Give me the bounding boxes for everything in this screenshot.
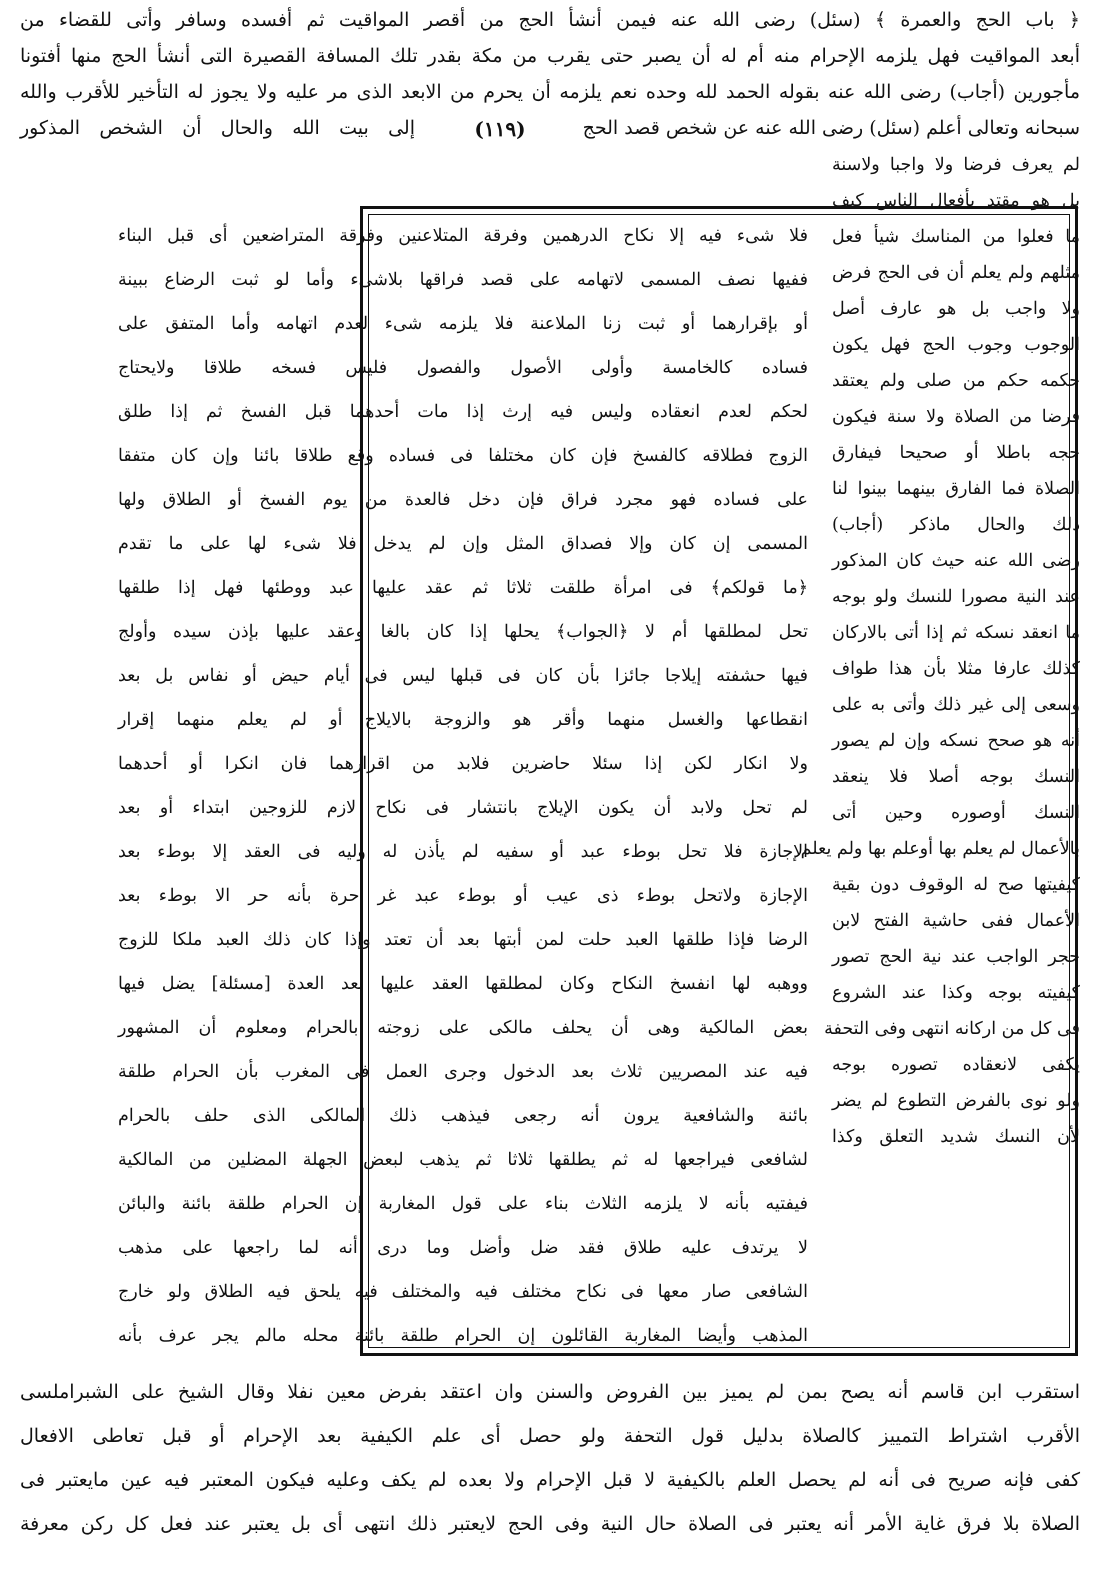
bottom-text-line: الأقرب اشتراط التمييز كالصلاة بدليل قول التحفة ولو حصل أى علم الكيفية بعد الإحرام أو قبل تعاطى الافعال <box>20 1425 1080 1447</box>
box-text-line: ووهبه لها انفسخ النكاح وكان لمطلقها العقد عليها بعد العدة [مسئلة] يضل فيها <box>118 974 808 994</box>
box-text-line: الرضا فإذا طلقها العبد حلت لمن أبتها بعد أن تعتد وإذا كان ذلك العبد ملكا للزوج <box>118 930 808 950</box>
bottom-text-line: كفى فإنه صريح فى أنه لم يحصل العلم بالكيفية لا قبل الإحرام ولا بعده لم يكف وعليه فيكون المعتبر فيه عين مايعتبر فى <box>20 1469 1080 1491</box>
side-text-line: بالأعمال لم يعلم بها أوعلم بها ولم يعلم <box>800 839 1080 859</box>
side-text-line: رضى الله عنه حيث كان المذكور <box>832 551 1080 571</box>
top-text-line: أبعد المواقيت فهل يلزمه الإحرام منه أم له أن يصبر حتى يقرب من مكة بقدر تلك المسافة القصيرة التى أنشأ الحج منها أفتونا <box>20 45 1080 67</box>
box-text-line: المذهب وأيضا المغاربة القائلون إن الحرام طلقة بائنة محله مالم يجر عرف بأنه <box>118 1326 808 1346</box>
side-text-line: كيفيتها صح له الوقوف دون بقية <box>832 875 1080 895</box>
box-text-line: الشافعى صار معها فى نكاح مختلف فيه والمختلف فيه يلحق فيه الطلاق ولو خارج <box>118 1282 808 1302</box>
side-text-line: كذلك عارفا مثلا بأن هذا طواف <box>832 659 1080 679</box>
side-text-line: الوجوب وجوب الحج فهل يكون <box>832 335 1080 355</box>
bottom-text-line: استقرب ابن قاسم أنه يصح بمن لم يميز بين الفروض والسنن وان اعتقد بفرض معين نفلا وقال الشيخ على الشبراملسى <box>20 1381 1080 1403</box>
box-text-line: فيفتيه بأنه لا يلزمه الثلاث بناء على قول المغاربة إن الحرام طلقة بائنة والبائن <box>118 1194 808 1214</box>
side-text-line: لم يعرف فرضا ولا واجبا ولاسنة <box>832 155 1080 175</box>
side-text-line: أنه هو صحح نسكه وإن لم يصور <box>832 731 1080 751</box>
side-text-line: فى كل من اركانه انتهى وفى التحفة <box>824 1019 1080 1039</box>
box-text-line: لشافعى فيراجعها له ثم يطلقها ثلاثا ثم يذهب لبعض الجهلة المضلين من المالكية <box>118 1150 808 1170</box>
box-text-line: على فساده فهو مجرد فراق فإن دخل فالعدة من يوم الفسخ أو الطلاق ولها <box>118 490 808 510</box>
side-text-line: ولو نوى بالفرض التطوع لم يضر <box>832 1091 1080 1111</box>
box-text-line: ففيها نصف المسمى لاتهامه على قصد فراقها بلاشىء وأما لو ثبت الرضاع ببينة <box>118 270 808 290</box>
side-text-line: ما فعلوا من المناسك شيأ فعل <box>832 227 1080 247</box>
box-text-line: ﴿ما قولكم﴾ فى امرأة طلقت ثلاثا ثم عقد عليها عبد ووطئها فهل إذا طلقها <box>118 578 808 598</box>
side-text-line: عند النية مصورا للنسك ولو بوجه <box>832 587 1080 607</box>
bottom-text-line: الصلاة بلا فرق غاية الأمر أنه يعتبر فى الصلاة حال النية وفى الحج لايعتبر ذلك انتهى أى بل يعتبر عند فعل كل ركن معرفة <box>20 1513 1080 1535</box>
box-text-line: بائنة والشافعية يرون أنه رجعى فيذهب ذلك المالكى الذى حلف بالحرام <box>118 1106 808 1126</box>
side-text-line: وسعى إلى غير ذلك وأتى به على <box>832 695 1080 715</box>
box-text-line: لم تحل ولابد أن يكون الإيلاج بانتشار فى نكاح لازم للزوجين ابتداء أو بعد <box>118 798 808 818</box>
side-text-line: ولا واجب بل هو عارف أصل <box>832 299 1080 319</box>
box-text-line: الإجازة ولاتحل بوطء ذى عيب أو بوطء عبد غر حرة بأنه حر الا بوطء بعد <box>118 886 808 906</box>
box-text-line: الإجازة فلا تحل بوطء عبد أو سفيه لم يأذن له وليه فى العقد إلا بوطء بعد <box>118 842 808 862</box>
box-text-line: انقطاعها والغسل منهما وأقر هو والزوجة بالايلاج أو لم يعلم منهما إقرار <box>118 710 808 730</box>
side-text-line: ذلك والحال ماذكر (أجاب) <box>832 515 1080 535</box>
top-text-line: سبحانه وتعالى أعلم (سئل) رضى الله عنه عن شخص قصد الحج <box>582 117 1080 139</box>
box-text-line: لحكم لعدم انعقاده وليس فيه إرث إذا مات أحدهما قبل الفسخ ثم إذا طلق <box>118 402 808 422</box>
box-text-line: لا يرتدف عليه طلاق فقد ضل وأضل وما درى أنه لما راجعها على مذهب <box>118 1238 808 1258</box>
side-text-line: فرضا من الصلاة ولا سنة فيكون <box>832 407 1080 427</box>
side-text-line: حكمه حكم من صلى ولم يعتقد <box>832 371 1080 391</box>
side-text-line: لأن النسك شديد التعلق وكذا <box>832 1127 1080 1147</box>
side-text-line: مثلهم ولم يعلم أن فى الحج فرض <box>832 263 1080 283</box>
side-text-line: النسك بوجه أصلا فلا ينعقد <box>832 767 1080 787</box>
box-text-line: ولا انكار لكن إذا سئلا حاضرين فلابد من اقرارهما فان انكرا أو أحدهما <box>118 754 808 774</box>
side-text-line: الصلاة فما الفارق بينهما بينوا لنا <box>832 479 1080 499</box>
side-text-line: بل هو مقتد بأفعال الناس كيف <box>832 191 1080 211</box>
box-text-line: تحل لمطلقها أم لا ﴿الجواب﴾ يحلها إذا كان بالغا وعقد عليها بإذن سيده وأولج <box>118 622 808 642</box>
box-text-line: الزوج فطلاقه كالفسخ فإن كان مختلفا فى فساده وقع طلاقا بائنا وإن كان متفقا <box>118 446 808 466</box>
side-text-line: ما انعقد نسكه ثم إذا أتى بالاركان <box>832 623 1080 643</box>
side-text-line: النسك أوصوره وحين أتى <box>832 803 1080 823</box>
box-text-line: المسمى إن كان وإلا فصداق المثل وإن لم يدخل فلا شىء لها على ما تقدم <box>118 534 808 554</box>
side-text-line: حجه باطلا أو صحيحا فيفارق <box>832 443 1080 463</box>
box-text-line: فساده كالخامسة وأولى الأصول والفصول فليس فسخه طلاقا ولايحتاج <box>118 358 808 378</box>
box-text-line: بعض المالكية وهى أن يحلف مالكى على زوجته بالحرام ومعلوم أن المشهور <box>118 1018 808 1038</box>
side-text-line: كيفيته بوجه وكذا عند الشروع <box>832 983 1080 1003</box>
box-text-line: فلا شىء فيه إلا نكاح الدرهمين وفرقة المتلاعنين وفرقة المتراضعين أى قبل البناء <box>118 226 808 246</box>
margin-box-inner-border <box>368 214 1070 1348</box>
top-text-line: مأجورين (أجاب) رضى الله عنه بقوله الحمد لله وحده نعم يلزمه أن يحرم من الابعد الذى مر عليه ولا يجوز له التأخير للأقرب والله <box>20 81 1080 103</box>
page-number: (١١٩) <box>474 117 526 141</box>
box-text-line: أو بإقرارهما أو ثبت زنا الملاعنة فلا يلزمه شىء لعدم اتهامه وأما المتفق على <box>118 314 808 334</box>
top-text-line: ﴿ باب الحج والعمرة ﴾ (سئل) رضى الله عنه فيمن أنشأ الحج من أقصر المواقيت ثم أفسده وسافر وأتى للقضاء من <box>20 9 1080 31</box>
side-text-line: يكفى لانعقاده تصوره بوجه <box>832 1055 1080 1075</box>
top-text-line-tail: إلى بيت الله والحال أن الشخص المذكور <box>20 117 415 139</box>
side-text-line: الأعمال ففى حاشية الفتح لابن <box>832 911 1080 931</box>
side-text-line: حجر الواجب عند نية الحج تصور <box>832 947 1080 967</box>
box-text-line: فيها حشفته إيلاجا جائزا بأن كان فى قبلها ليس فى أيام حيض أو نفاس بل بعد <box>118 666 808 686</box>
box-text-line: فيه عند المصريين ثلاث بعد الدخول وجرى العمل فى المغرب بأن الحرام طلقة <box>118 1062 808 1082</box>
